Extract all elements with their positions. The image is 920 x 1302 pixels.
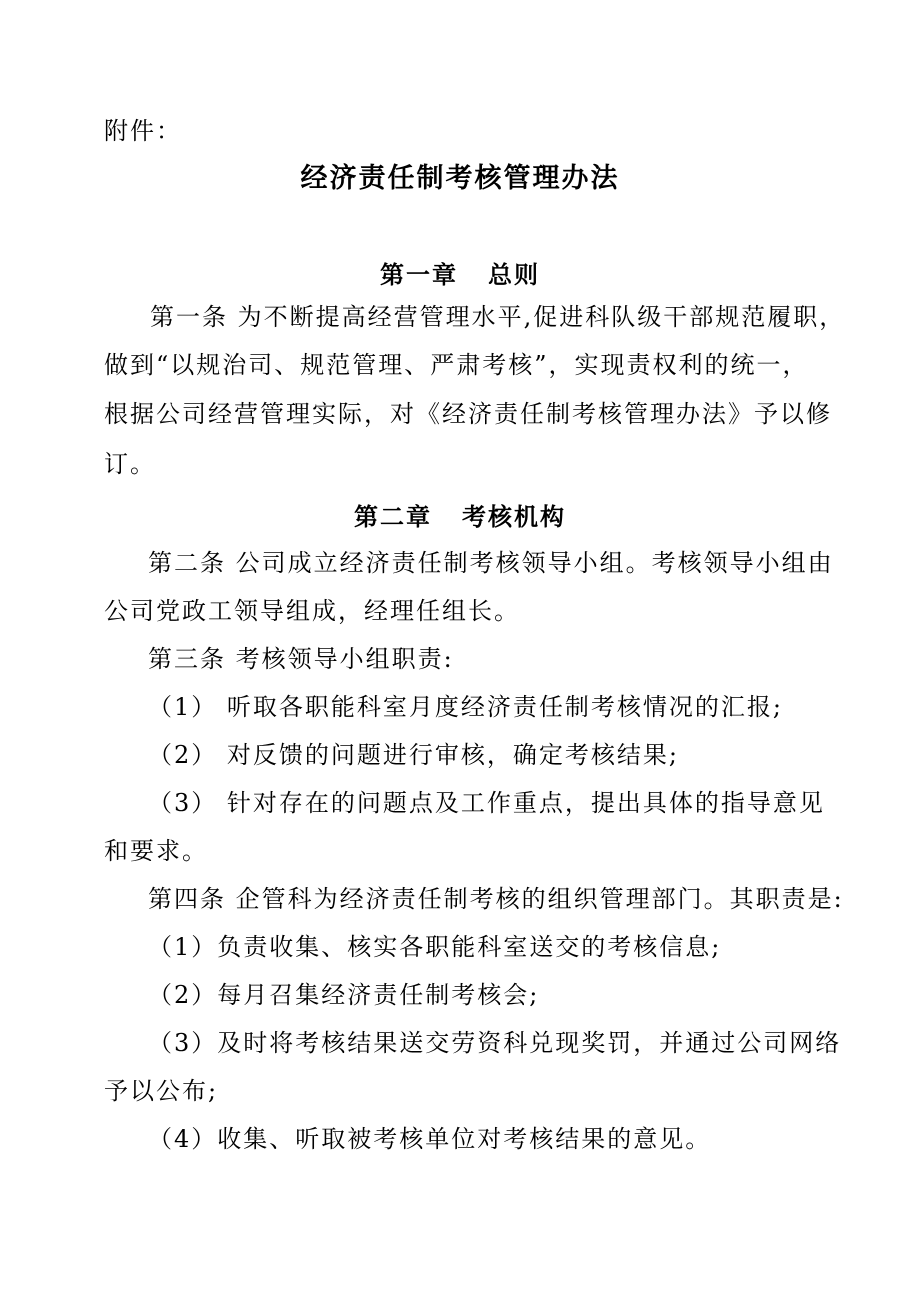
chapter-number: 第一章 [380,260,458,289]
list-item: （2）每月召集经济责任制考核会; [148,981,540,1009]
chapter-heading-2 [0,502,920,532]
list-item: （1）负责收集、核实各职能科室送交的考核信息; [148,933,722,961]
chapter-number: 第二章 [354,502,432,531]
list-item: （4）收集、听取被考核单位对考核结果的意见。 [148,1125,712,1153]
document-title: 经济责任制考核管理办法 [300,163,620,194]
chapter-name: 考核机构 [462,502,566,531]
list-item: （2） 对反馈的问题进行审核，确定考核结果; [148,741,679,769]
paragraph-line: 第二条 公司成立经济责任制考核领导小组。考核领导小组由 [148,549,834,577]
chapter-name: 总则 [488,260,540,289]
paragraph-line: 予以公布; [104,1077,219,1105]
paragraph-line: 订。 [104,450,156,478]
attachment-label: 附件： [104,117,182,145]
paragraph-line: 第一条 为不断提高经营管理水平,促进科队级干部规范履职， [150,303,846,331]
paragraph-line: 第四条 企管科为经济责任制考核的组织管理部门。其职责是: [148,885,844,913]
paragraph-line: 和要求。 [104,837,208,865]
list-item: （1） 听取各职能科室月度经济责任制考核情况的汇报; [148,693,783,721]
list-item: （3）及时将考核结果送交劳资科兑现奖罚，并通过公司网络 [148,1029,842,1057]
paragraph-line: 第三条 考核领导小组职责: [148,645,454,673]
paragraph-line: 做到“以规治司、规范管理、严肃考核”，实现责权利的统一， [104,351,809,379]
paragraph-line: 公司党政工领导组成，经理任组长。 [104,597,520,625]
chapter-heading-1 [0,260,920,290]
list-item: （3） 针对存在的问题点及工作重点，提出具体的指导意见 [148,789,825,817]
paragraph-line: 根据公司经营管理实际，对《经济责任制考核管理办法》予以修 [104,400,832,428]
